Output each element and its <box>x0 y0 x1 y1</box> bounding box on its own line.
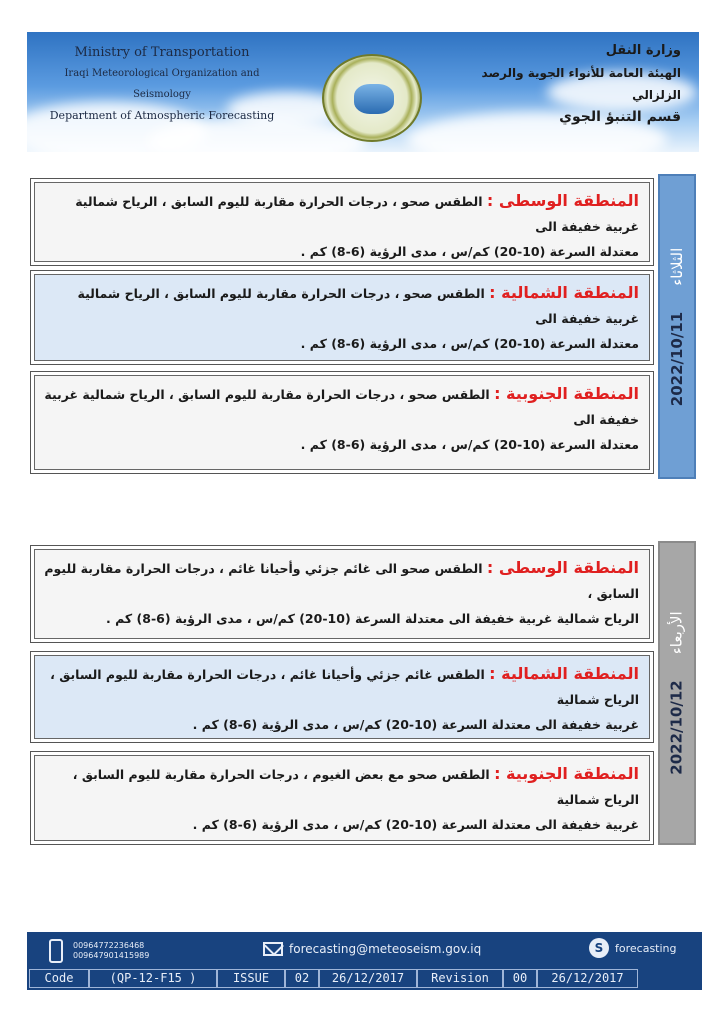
phone-icon <box>49 939 63 963</box>
issue-label: ISSUE <box>217 969 285 988</box>
forecast-text: الطقس صحو ، درجات الحرارة مقاربة لليوم السابق ، الرياح شمالية غربية خفيفة الى <box>75 194 639 234</box>
region-name: المنطقة الشمالية : <box>489 283 639 302</box>
forecast-box-day2-central <box>30 545 654 643</box>
forecast-text: غربية خفيفة الى معتدلة السرعة (10-20) كم/س ، مدى الرؤية (6-8) كم . <box>192 817 639 832</box>
day-weekday-1: الثلاثاء <box>668 247 686 286</box>
revision-value: 00 <box>503 969 537 988</box>
forecast-box-day1-south <box>30 371 654 474</box>
organization-name-en: Iraqi Meteorological Organization and Seismology <box>64 68 260 100</box>
forecast-text: معتدلة السرعة (10-20) كم/س ، مدى الرؤية (6-8) كم . <box>300 437 639 452</box>
region-name: المنطقة الجنوبية : <box>494 764 639 783</box>
forecast-text: الطقس غائم جزئي وأحيانا غائم ، درجات الحرارة مقاربة لليوم السابق ، الرياح شمالية <box>50 667 639 707</box>
issue-value: 02 <box>285 969 319 988</box>
region-name: المنطقة الجنوبية : <box>494 384 639 403</box>
day-strip-2 <box>658 541 696 845</box>
email-link[interactable]: forecasting@meteoseism.gov.iq <box>289 942 482 956</box>
ministry-name-ar: وزارة النقل <box>605 43 681 58</box>
skype-icon: S <box>589 938 609 958</box>
forecast-text: الرياح شمالية غربية خفيفة الى معتدلة السرعة (10-20) كم/س ، مدى الرؤية (6-8) كم . <box>106 611 639 626</box>
region-name: المنطقة الشمالية : <box>489 664 639 683</box>
ministry-name-en: Ministry of Transportation <box>74 45 250 60</box>
forecast-text: الطقس صحو ، درجات الحرارة مقاربة لليوم السابق ، الرياح شمالية غربية خفيفة الى <box>44 387 639 427</box>
organization-logo <box>322 54 422 142</box>
skype-handle: forecasting <box>615 942 677 955</box>
english-header <box>37 42 287 126</box>
region-name: المنطقة الوسطى : <box>486 558 639 577</box>
day-weekday-2: الأربعاء <box>668 611 686 655</box>
forecast-box-day2-north <box>30 651 654 743</box>
code-label: Code <box>29 969 89 988</box>
forecast-text: معتدلة السرعة (10-20) كم/س ، مدى الرؤية (6-8) كم . <box>300 336 639 351</box>
phone-numbers <box>73 941 149 961</box>
document-control-bar <box>29 969 700 988</box>
arabic-header <box>451 40 681 128</box>
forecast-text: الطقس صحو الى غائم جزئي وأحيانا غائم ، درجات الحرارة مقاربة لليوم السابق ، <box>44 561 639 601</box>
forecast-text: الطقس صحو مع بعض الغيوم ، درجات الحرارة مقاربة لليوم السابق ، الرياح شمالية <box>72 767 639 807</box>
phone-number-1: 009647722364​68 <box>73 941 145 950</box>
forecast-text: غربية خفيفة الى معتدلة السرعة (10-20) كم/س ، مدى الرؤية (6-8) كم . <box>192 717 639 732</box>
logo-emblem-icon <box>354 84 394 114</box>
code-value: (QP-12-F15 ) <box>89 969 217 988</box>
day-date-1: 2022/10/11 <box>668 311 686 406</box>
day-strip-1 <box>658 174 696 479</box>
revision-label: Revision <box>417 969 503 988</box>
phone-number-2: 009647901415989 <box>73 951 150 960</box>
contact-bar <box>27 932 702 969</box>
department-name-ar: قسم التنبؤ الجوي <box>559 109 681 125</box>
mail-icon <box>263 942 283 956</box>
day-date-2: 2022/10/12 <box>668 680 686 775</box>
forecast-text: معتدلة السرعة (10-20) كم/س ، مدى الرؤية (6-8) كم . <box>300 244 639 259</box>
department-name-en: Department of Atmospheric Forecasting <box>49 109 275 122</box>
footer <box>27 932 702 990</box>
revision-date: 26/12/2017 <box>537 969 638 988</box>
forecast-box-day2-south <box>30 751 654 845</box>
header-banner <box>27 32 699 152</box>
forecast-box-day1-north <box>30 270 654 365</box>
forecast-text: الطقس صحو ، درجات الحرارة مقاربة لليوم السابق ، الرياح شمالية غربية خفيفة الى <box>77 286 639 326</box>
issue-date: 26/12/2017 <box>319 969 417 988</box>
region-name: المنطقة الوسطى : <box>486 191 639 210</box>
organization-name-ar: الهيئة العامة للأنواء الجوية والرصد الزلزالي <box>481 66 681 102</box>
forecast-box-day1-central <box>30 178 654 266</box>
